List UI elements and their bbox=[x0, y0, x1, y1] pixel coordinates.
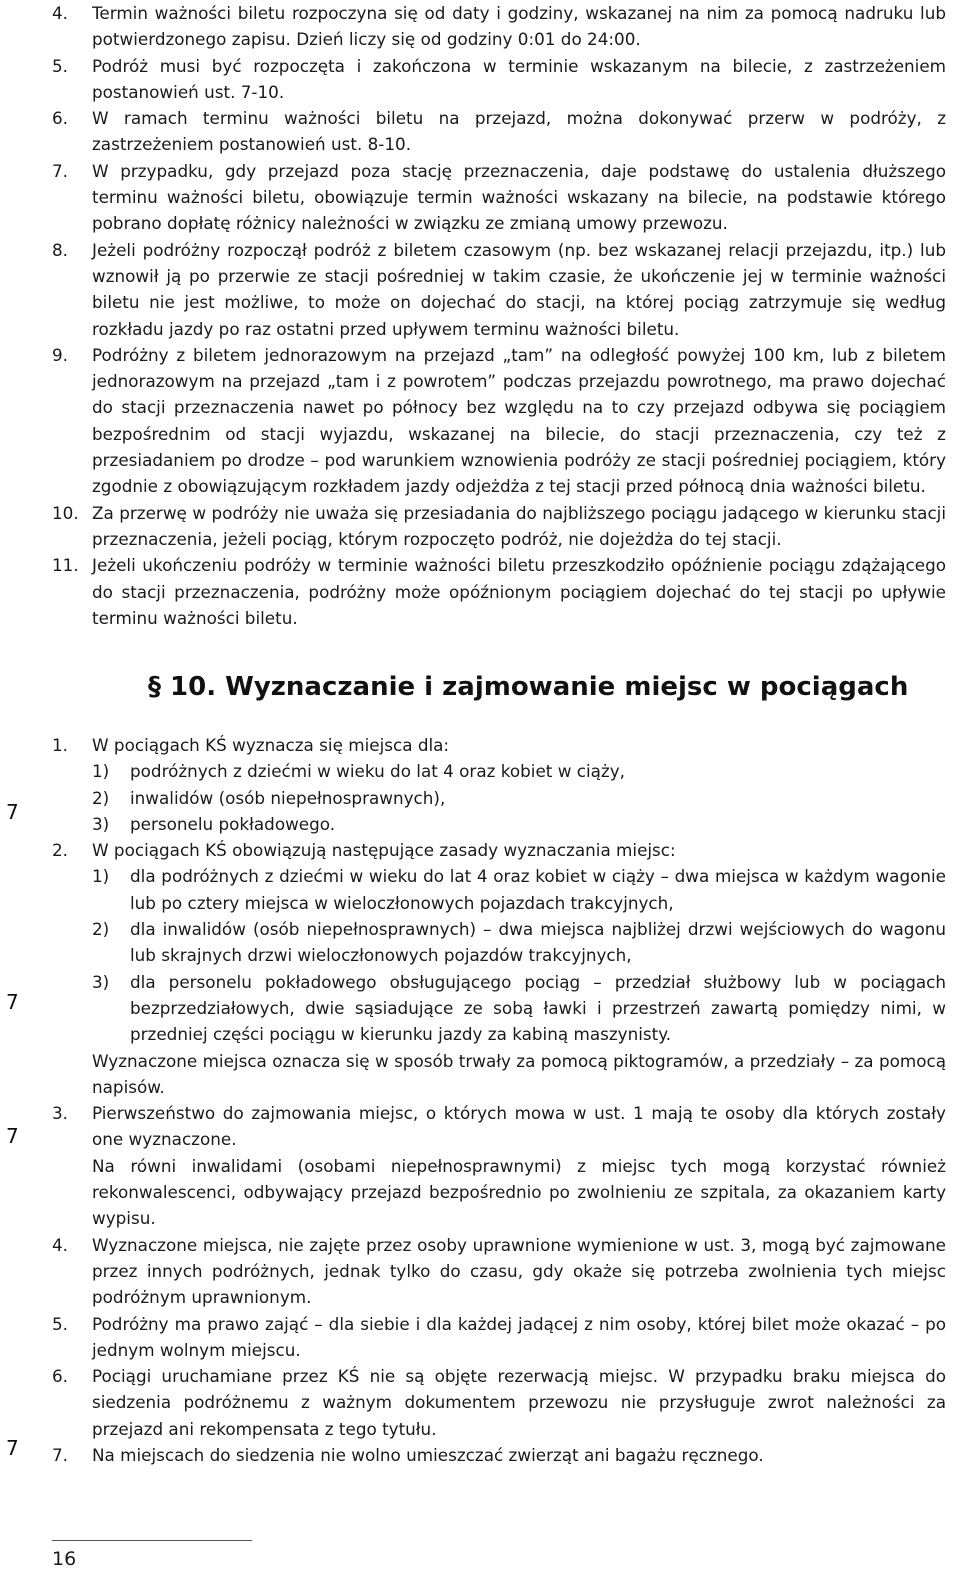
sub-item-number: 3) bbox=[92, 971, 110, 992]
item-text: Podróż musi być rozpoczęta i zakończona w terminie wskazanym na bilecie, z zastrzeżeniem postanowień ust. 7-10. bbox=[92, 55, 946, 102]
item-number: 10. bbox=[52, 502, 79, 523]
side-margin-marker: 7 bbox=[6, 800, 19, 824]
item-text: W pociągach KŚ obowiązują następujące zasady wyznaczania miejsc: bbox=[92, 840, 676, 861]
item-number: 2. bbox=[52, 840, 69, 861]
item-text: Pierwszeństwo do zajmowania miejsc, o których mowa w ust. 1 mają te osoby dla których zostały one wyznaczone. bbox=[92, 1103, 946, 1150]
item-text: Jeżeli ukończeniu podróży w terminie ważności biletu przeszkodziło opóźnienie pociągu zdążającego do stacji przeznaczenia, podróżny może opóźnionym pociągiem dojechać do tej stacji po upływie terminu ważności biletu. bbox=[92, 555, 946, 628]
list-item bbox=[52, 342, 946, 500]
sub-item bbox=[92, 758, 946, 784]
section-heading: § 10. Wyznaczanie i zajmowanie miejsc w pociągach bbox=[148, 672, 909, 702]
item-text: W przypadku, gdy przejazd poza stację przeznaczenia, daje podstawę do ustalenia dłuższego terminu ważności biletu, obowiązuje termin ważności wskazany na bilecie, na podstawie którego pobrano dopłatę różnicy należności w związku ze zmianą umowy przewozu. bbox=[92, 160, 946, 234]
list-item bbox=[52, 552, 946, 631]
sub-item bbox=[92, 811, 946, 837]
item-number: 6. bbox=[52, 1366, 69, 1387]
list-item bbox=[52, 1311, 946, 1364]
list-item bbox=[52, 732, 946, 758]
item-number: 5. bbox=[52, 1313, 69, 1334]
sub-item bbox=[92, 916, 946, 969]
item-number: 3. bbox=[52, 1103, 69, 1124]
sub-item-number: 1) bbox=[92, 761, 110, 782]
list-item bbox=[52, 1442, 946, 1468]
list-item bbox=[52, 0, 946, 53]
item-note: Wyznaczone miejsca oznacza się w sposób trwały za pomocą piktogramów, a przedziały – za pomocą napisów. bbox=[92, 1050, 946, 1097]
sub-item-number: 2) bbox=[92, 919, 110, 940]
sub-item-text: podróżnych z dziećmi w wieku do lat 4 oraz kobiet w ciąży, bbox=[130, 761, 626, 782]
list-item bbox=[52, 500, 946, 553]
list-item bbox=[52, 1232, 946, 1311]
sub-item bbox=[92, 863, 946, 916]
list-item bbox=[52, 158, 946, 237]
item-number: 1. bbox=[52, 735, 69, 755]
list-item bbox=[52, 105, 946, 158]
item-number: 6. bbox=[52, 108, 69, 129]
sub-list bbox=[52, 863, 946, 1100]
list-item bbox=[52, 237, 946, 342]
item-number: 8. bbox=[52, 239, 69, 260]
sub-item-text: dla inwalidów (osób niepełnosprawnych) – dwa miejsca najbliżej drzwi wejściowych do wagonu lub skrajnych drzwi wieloczłonowych pojazdów trakcyjnych, bbox=[130, 919, 946, 966]
item-note-wrapper bbox=[52, 1153, 946, 1232]
paragraph-list-top bbox=[52, 0, 946, 631]
item-number: 9. bbox=[52, 344, 69, 365]
item-number: 11. bbox=[52, 555, 79, 576]
sub-item-number: 1) bbox=[92, 866, 110, 887]
sub-item-number: 2) bbox=[92, 787, 110, 808]
list-item bbox=[52, 837, 946, 863]
item-text: Jeżeli podróżny rozpoczął podróż z biletem czasowym (np. bez wskazanej relacji przejazdu, itp.) lub wznowił ją po przerwie ze stacji pośredniej w takim czasie, że ukończenie jej w terminie ważności biletu nie jest możliwe, to może on dojechać do stacji, na której pociąg zatrzymuje się według rozkładu jazdy po raz ostatni przed upływem terminu ważności biletu. bbox=[92, 239, 946, 339]
item-note: Na równi inwalidami (osobami niepełnosprawnymi) z miejsc tych mogą korzystać również rekonwalescenci, odbywający przejazd bezpośrednio po zwolnieniu ze szpitala, za okazaniem karty wypisu. bbox=[92, 1155, 946, 1229]
sub-item bbox=[92, 969, 946, 1048]
item-text: W pociągach KŚ wyznacza się miejsca dla: bbox=[92, 735, 450, 755]
item-text: Wyznaczone miejsca, nie zajęte przez osoby uprawnione wymienione w ust. 3, mogą być zajmowane przez innych podróżnych, jednak tylko do czasu, gdy okaże się potrzeba zwolnienia tych miejsc podróżnym uprawnionym. bbox=[92, 1234, 946, 1308]
item-number: 7. bbox=[52, 1445, 69, 1466]
sub-item-text: dla podróżnych z dziećmi w wieku do lat 4 oraz kobiet w ciąży – dwa miejsca w każdym wagonie lub po cztery miejsca w wieloczłonowych pojazdach trakcyjnych, bbox=[130, 866, 946, 913]
list-item bbox=[52, 1363, 946, 1442]
item-text: Podróżny z biletem jednorazowym na przejazd „tam” na odległość powyżej 100 km, lub z biletem jednorazowym na przejazd „tam i z powrotem” podczas przejazdu powrotnego, ma prawo dojechać do stacji przeznaczenia nawet po północy bez względu na to czy przejazd odbywa się pociągiem bezpośrednim od stacji wyjazdu, wskazanej na bilecie, do stacji przeznaczenia, czy też z przesiadaniem po drodze – pod warunkiem wznowienia podróży ze stacji pośredniej pociągiem, który zgodnie z obowiązującym rozkładem jazdy odjeżdża z tej stacji przed północą dnia ważności biletu. bbox=[92, 344, 946, 497]
item-text: Podróżny ma prawo zająć – dla siebie i dla każdej jadącej z nim osoby, której bilet może okazać – po jednym wolnym miejscu. bbox=[92, 1313, 946, 1360]
footer-divider bbox=[52, 1540, 252, 1541]
side-margin-marker: 7 bbox=[6, 1436, 19, 1460]
item-text: Za przerwę w podróży nie uważa się przesiadania do najbliższego pociągu jadącego w kierunku stacji przeznaczenia, jeżeli pociąg, którym rozpoczęto podróż, nie dojeżdża do tej stacji. bbox=[92, 502, 946, 549]
section-paragraph-list bbox=[52, 732, 946, 1468]
item-number: 7. bbox=[52, 160, 69, 181]
item-number: 4. bbox=[52, 3, 69, 23]
list-item bbox=[52, 53, 946, 106]
sub-item-number: 3) bbox=[92, 813, 110, 834]
page-number: 16 bbox=[52, 1548, 77, 1570]
item-text: Na miejscach do siedzenia nie wolno umieszczać zwierząt ani bagażu ręcznego. bbox=[92, 1445, 764, 1466]
sub-list bbox=[52, 758, 946, 837]
item-text: W ramach terminu ważności biletu na przejazd, można dokonywać przerw w podróży, z zastrzeżeniem postanowień ust. 8-10. bbox=[92, 108, 946, 155]
item-text: Termin ważności biletu rozpoczyna się od daty i godziny, wskazanej na nim za pomocą nadruku lub potwierdzonego zapisu. Dzień liczy się od godziny 0:01 do 24:00. bbox=[92, 3, 946, 50]
item-number: 5. bbox=[52, 55, 69, 76]
list-item bbox=[52, 1100, 946, 1153]
sub-item bbox=[92, 785, 946, 811]
side-margin-marker: 7 bbox=[6, 990, 19, 1014]
sub-item-text: inwalidów (osób niepełnosprawnych), bbox=[130, 787, 446, 808]
sub-item-text: personelu pokładowego. bbox=[130, 813, 336, 834]
item-number: 4. bbox=[52, 1234, 69, 1255]
sub-item-text: dla personelu pokładowego obsługującego pociąg – przedział służbowy lub w pociągach bezprzedziałowych, dwie sąsiadujące ze sobą ławki i przestrzeń zawartą pomiędzy nimi, w przedniej części pociągu w kierunku jazdy za kabiną maszynisty. bbox=[130, 971, 946, 1045]
item-text: Pociągi uruchamiane przez KŚ nie są objęte rezerwacją miejsc. W przypadku braku miejsca do siedzenia podróżnemu z ważnym dokumentem przewozu nie przysługuje zwrot należności za przejazd ani rekompensata z tego tytułu. bbox=[92, 1366, 946, 1439]
side-margin-marker: 7 bbox=[6, 1124, 19, 1148]
